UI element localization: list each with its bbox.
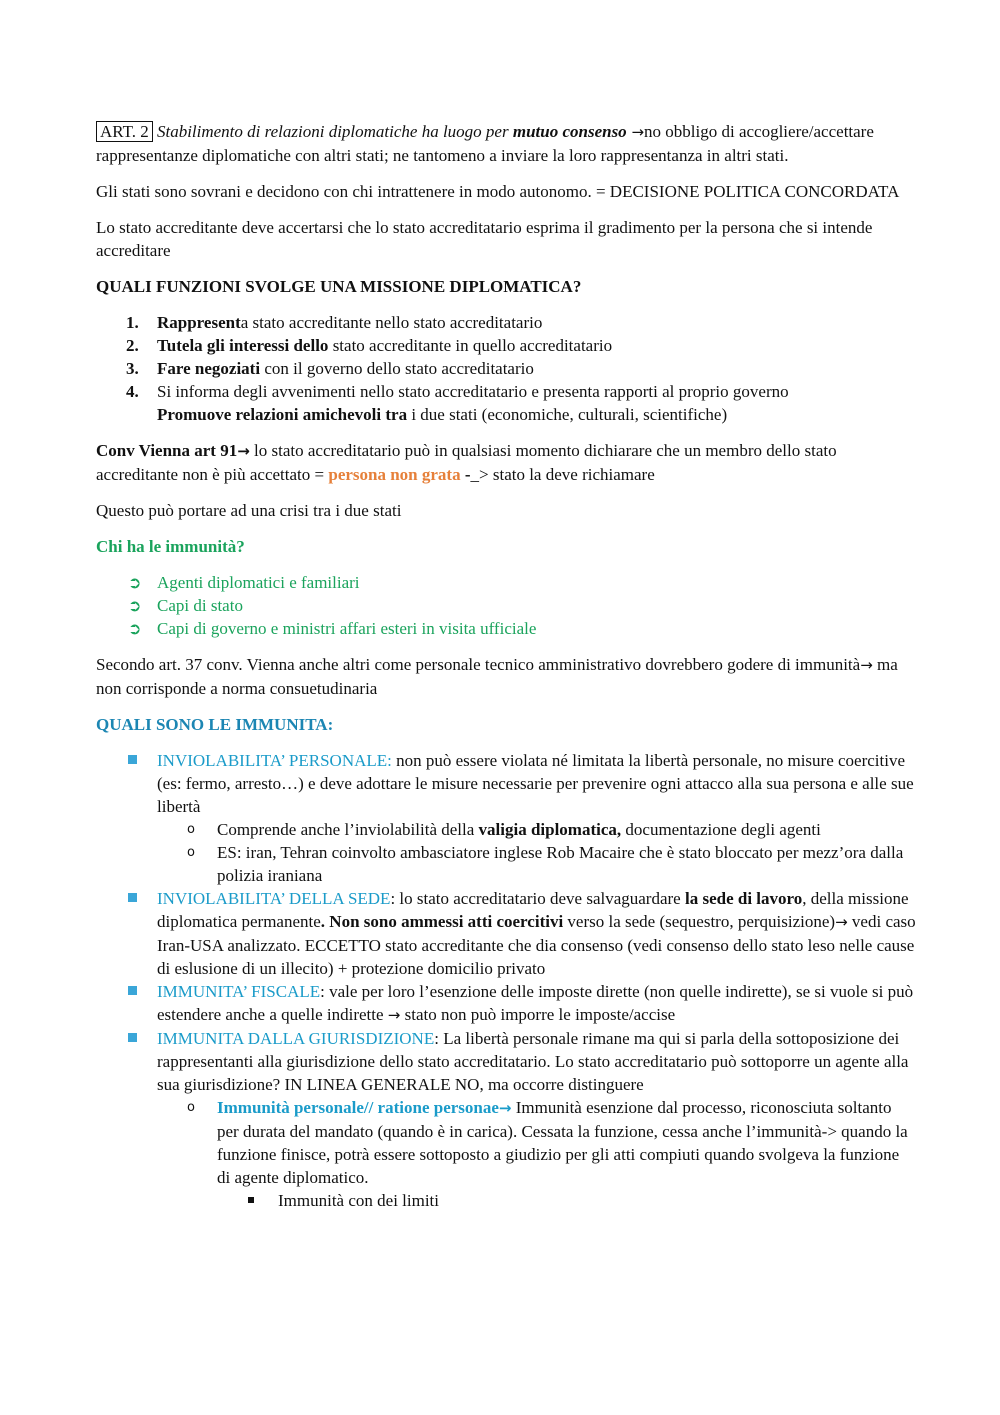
conv91-dash: - [460, 465, 471, 484]
art2-rest: no obbligo di accogliere/accettare rappresentanze diplomatiche con altri stati; ne tantomeno a inviare la loro rappresentanza in altri stati. [96, 122, 874, 165]
circle-bullet-icon: o [187, 845, 195, 860]
list-item-text: non può essere violata né limitata la libertà personale, no misure coercitive (es: fermo, arresto…) e deve adottare le misure necessarie per prevenire ogni attacco alla sua persona e alle sue libertà [157, 751, 914, 816]
square-bullet-icon [128, 755, 137, 764]
arrow-icon: → [498, 1099, 512, 1117]
list-item-text: verso la sede (sequestro, perquisizione) [563, 912, 836, 931]
list-item [96, 617, 916, 640]
sub-item-text: Comprende anche l’inviolabilità della [217, 820, 479, 839]
list-item-bold: . Non sono ammessi atti coercitivi [320, 912, 564, 931]
list-item [96, 571, 916, 594]
list-number: 1. [126, 313, 139, 332]
list-item-title: INVIOLABILITA’ DELLA SEDE [157, 889, 391, 908]
list-item-text: stato non può imporre le imposte/accise [400, 1005, 676, 1024]
arrow-icon: → [387, 1006, 401, 1024]
list-item-bold: Rappresent [157, 313, 241, 332]
immunita-chi-heading: Chi ha le immunità? [96, 537, 245, 556]
circle-bullet-icon: o [187, 822, 195, 837]
funzioni-heading: QUALI FUNZIONI SVOLGE UNA MISSIONE DIPLOMATICA? [96, 277, 582, 296]
list-item-bold: la sede di lavoro [684, 889, 803, 908]
funzioni-list [96, 311, 916, 426]
list-item-text: Capi di stato [157, 596, 243, 615]
persona-non-grata: persona non grata [328, 465, 461, 484]
list-item-text: : lo stato accreditatario deve salvaguardare [390, 889, 685, 908]
gradimento-paragraph: Lo stato accreditante deve accertarsi che lo stato accreditatario esprima il gradimento per la persona che si intende accreditare [96, 218, 873, 260]
art2-mutuo-consenso: mutuo consenso [512, 122, 627, 141]
immunita-quali-heading: QUALI SONO LE IMMUNITA: [96, 715, 334, 734]
sub-item-text: ES: iran, Tehran coinvolto ambasciatore inglese Rob Macaire che è stato bloccato per mezz’ora dalla polizia iraniana [217, 843, 904, 885]
square-bullet-icon [128, 986, 137, 995]
list-item-text: Si informa degli avvenimenti nello stato accreditatario e presenta rapporti al proprio governo [157, 382, 789, 401]
arrow-bullet-icon: ➲ [128, 573, 142, 592]
document-body [96, 120, 916, 1212]
art37-tail: ma non corrisponde a norma consuetudinaria [96, 655, 898, 698]
art37-text: Secondo art. 37 conv. Vienna anche altri come personale tecnico amministrativo dovrebbero godere di immunità [96, 655, 861, 674]
square-bullet-icon [128, 1033, 137, 1042]
sub-sub-list-item [217, 1189, 916, 1212]
list-item-title: INVIOLABILITA’ PERSONALE: [157, 751, 392, 770]
list-item-text: : vale per loro l’esenzione delle imposte dirette (non quelle indirette), se si vuole si può estendere anche a quelle indirette [157, 982, 914, 1024]
list-item-text: Capi di governo e ministri affari esteri in visita ufficiale [157, 619, 537, 638]
conv91-paragraph [96, 439, 916, 486]
list-item-title: IMMUNITA DALLA GIURISDIZIONE [157, 1029, 435, 1048]
list-item-text: stato accreditante in quello accreditatario [328, 336, 613, 355]
circle-bullet-icon: o [187, 1100, 195, 1115]
list-item-bold: Fare negoziati [157, 359, 261, 378]
list-item [96, 334, 916, 357]
list-item-bold: Promuove relazioni amichevoli tra [157, 405, 408, 424]
art2-label: ART. 2 [96, 121, 153, 142]
list-item-text: vedi caso Iran-USA analizzato. ECCETTO stato accreditante che dia consenso (vedi consenso dello stato leso nelle cause di eslusione di un illecito) + protezione domicilio privato [157, 912, 916, 978]
square-bullet-icon [128, 893, 137, 902]
list-number: 2. [126, 336, 139, 355]
sub-list-item [157, 818, 916, 841]
list-item [96, 594, 916, 617]
list-item-text: Agenti diplomatici e familiari [157, 573, 360, 592]
art2-paragraph [96, 120, 916, 167]
list-item [96, 887, 916, 980]
list-item [96, 357, 916, 380]
arrow-icon: → [835, 913, 848, 931]
list-item-text: , della missione diplomatica permanente [157, 889, 909, 931]
sub-item-title: Immunità personale// ratione personae [217, 1098, 499, 1117]
list-item-text: i due stati (economiche, culturali, scientifiche) [407, 405, 728, 424]
list-item-bold: Tutela gli interessi dello [157, 336, 329, 355]
sub-list [157, 1096, 916, 1212]
sub-sub-item-text: Immunità con dei limiti [278, 1191, 440, 1210]
arrow-icon: → [860, 656, 873, 674]
list-number: 3. [126, 359, 139, 378]
sub-item-text: documentazione degli agenti [621, 820, 821, 839]
list-item [96, 380, 916, 426]
arrow-bullet-icon: ➲ [128, 619, 142, 638]
sovrani-paragraph: Gli stati sono sovrani e decidono con chi intrattenere in modo autonomo. = DECISIONE POLITICA CONCORDATA [96, 182, 900, 201]
conv91-text: lo stato accreditatario può in qualsiasi momento dichiarare che un membro dello stato accreditante non è più accettato = [96, 441, 837, 484]
immunita-chi-list [96, 571, 916, 640]
sub-list-item [157, 1096, 916, 1212]
art37-paragraph [96, 653, 916, 700]
list-number: 4. [126, 382, 139, 401]
list-item [96, 980, 916, 1027]
conv91-title: Conv Vienna art 91 [96, 441, 238, 460]
art2-italic-text: Stabilimento di relazioni diplomatiche ha luogo per [156, 122, 513, 141]
small-square-bullet-icon [248, 1197, 254, 1203]
sub-list [157, 818, 916, 887]
conv91-tail: _> stato la deve richiamare [470, 465, 655, 484]
arrow-bullet-icon: ➲ [128, 596, 142, 615]
arrow-icon: → [626, 123, 645, 141]
sub-list-item [157, 841, 916, 887]
valigia-diplomatica: valigia diplomatica, [478, 820, 622, 839]
list-item [96, 749, 916, 887]
list-item [96, 1027, 916, 1212]
immunita-quali-list [96, 749, 916, 1212]
arrow-icon: → [237, 442, 250, 460]
list-item-text: : La libertà personale rimane ma qui si parla della sottoposizione dei rappresentanti alla giurisdizione dello stato accreditatario. Lo stato accreditatario può sottoporre un agente alla sua giurisdizione? IN LINEA GENERALE NO, ma occorre distinguere [157, 1029, 909, 1094]
list-item [96, 311, 916, 334]
crisi-paragraph: Questo può portare ad una crisi tra i due stati [96, 501, 402, 520]
sub-sub-list [217, 1189, 916, 1212]
list-item-text: con il governo dello stato accreditatario [260, 359, 534, 378]
list-item-title: IMMUNITA’ FISCALE [157, 982, 321, 1001]
sub-item-text: Immunità esenzione dal processo, riconosciuta soltanto per durata del mandato (quando è in carica). Cessata la funzione, cessa anche l’immunità-> quando la funzione finisce, potrà essere sottoposto a giudizio per gli atti compiuti quando svolgeva la funzione di agente diplomatico. [217, 1098, 908, 1187]
list-item-text: a stato accreditante nello stato accreditatario [240, 313, 543, 332]
